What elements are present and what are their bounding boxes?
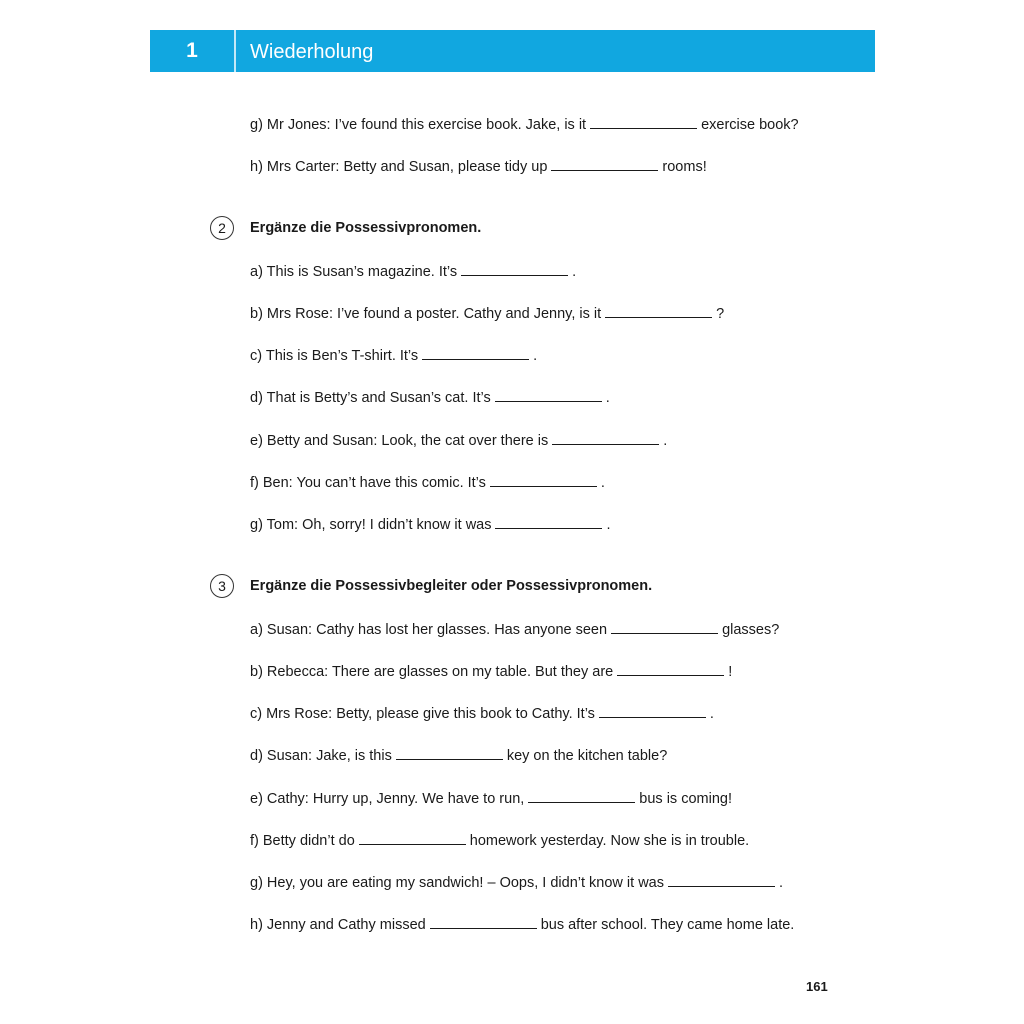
item-text-post: bus after school. They came home late. [540,917,795,933]
exercise-item [250,618,779,640]
item-text-pre: f) Ben: You can’t have this comic. It’s [250,475,486,491]
item-text-pre: e) Cathy: Hurry up, Jenny. We have to run, [250,791,525,807]
page-number: 161 [806,979,828,994]
answer-blank[interactable] [490,471,597,487]
exercise-item [250,871,783,893]
chapter-header [150,30,875,72]
exercise-item [250,155,707,177]
item-text-post: ! [728,664,733,680]
item-text-pre: h) Mrs Carter: Betty and Susan, please tidy up [250,159,548,175]
item-text-post: . [606,517,611,533]
item-text-post: homework yesterday. Now she is in trouble. [469,833,750,849]
exercise-instruction: Ergänze die Possessivbegleiter oder Possessivpronomen. [250,578,653,594]
exercise-item [250,113,799,135]
item-text-pre: a) This is Susan’s magazine. It’s [250,264,458,280]
item-text-post: bus is coming! [639,791,732,807]
item-text-pre: c) This is Ben’s T-shirt. It’s [250,348,419,364]
item-text-post: glasses? [722,622,780,638]
item-text-post: . [778,875,784,891]
item-text-pre: a) Susan: Cathy has lost her glasses. Has anyone seen [250,622,608,638]
item-text-post: . [605,390,610,406]
item-text-pre: g) Tom: Oh, sorry! I didn’t know it was [250,517,492,533]
item-text-post: . [533,348,538,364]
exercise-item [250,344,537,366]
exercise-item [250,744,667,766]
exercise-number-badge: 3 [210,574,234,598]
answer-blank[interactable] [359,829,466,845]
header-divider [234,30,236,72]
exercise-number-badge: 2 [210,216,234,240]
answer-blank[interactable] [422,344,529,360]
exercise-instruction: Ergänze die Possessivpronomen. [250,220,482,236]
item-text-pre: b) Rebecca: There are glasses on my table. But they are [250,664,614,680]
item-text-post: rooms! [662,159,707,175]
answer-blank[interactable] [605,302,712,318]
answer-blank[interactable] [551,155,658,171]
chapter-number: 1 [186,39,198,62]
item-text-post: . [572,264,577,280]
answer-blank[interactable] [495,513,602,529]
item-text-post: exercise book? [701,117,799,133]
item-text-post: key on the kitchen table? [506,748,668,764]
item-text-post: . [663,433,668,449]
item-text-pre: d) Susan: Jake, is this [250,748,392,764]
answer-blank[interactable] [668,871,775,887]
answer-blank[interactable] [430,913,537,929]
item-text-pre: e) Betty and Susan: Look, the cat over there is [250,433,549,449]
answer-blank[interactable] [617,660,724,676]
answer-blank[interactable] [528,787,635,803]
item-text-post: . [600,475,605,491]
exercise-item [250,660,732,682]
item-text-post: . [709,706,714,722]
chapter-title: Wiederholung [250,41,374,63]
item-text-pre: h) Jenny and Cathy missed [250,917,426,933]
exercise-item [250,260,576,282]
answer-blank[interactable] [495,386,602,402]
answer-blank[interactable] [461,260,568,276]
item-text-pre: f) Betty didn’t do [250,833,355,849]
answer-blank[interactable] [552,429,659,445]
exercise-item [250,471,605,493]
exercise-item [250,829,749,851]
exercise-item [250,302,724,324]
answer-blank[interactable] [396,744,503,760]
exercise-item [250,787,732,809]
exercise-item [250,513,611,535]
item-text-pre: b) Mrs Rose: I’ve found a poster. Cathy and Jenny, is it [250,306,602,322]
exercise-item [250,913,794,935]
answer-blank[interactable] [590,113,697,129]
item-text-pre: g) Mr Jones: I’ve found this exercise book. Jake, is it [250,117,587,133]
answer-blank[interactable] [599,702,706,718]
item-text-post: ? [716,306,725,322]
answer-blank[interactable] [611,618,718,634]
item-text-pre: c) Mrs Rose: Betty, please give this book to Cathy. It’s [250,706,595,722]
item-text-pre: g) Hey, you are eating my sandwich! – Oops, I didn’t know it was [250,875,664,891]
exercise-item [250,702,714,724]
item-text-pre: d) That is Betty’s and Susan’s cat. It’s [250,390,491,406]
exercise-item [250,429,667,451]
exercise-item [250,386,610,408]
